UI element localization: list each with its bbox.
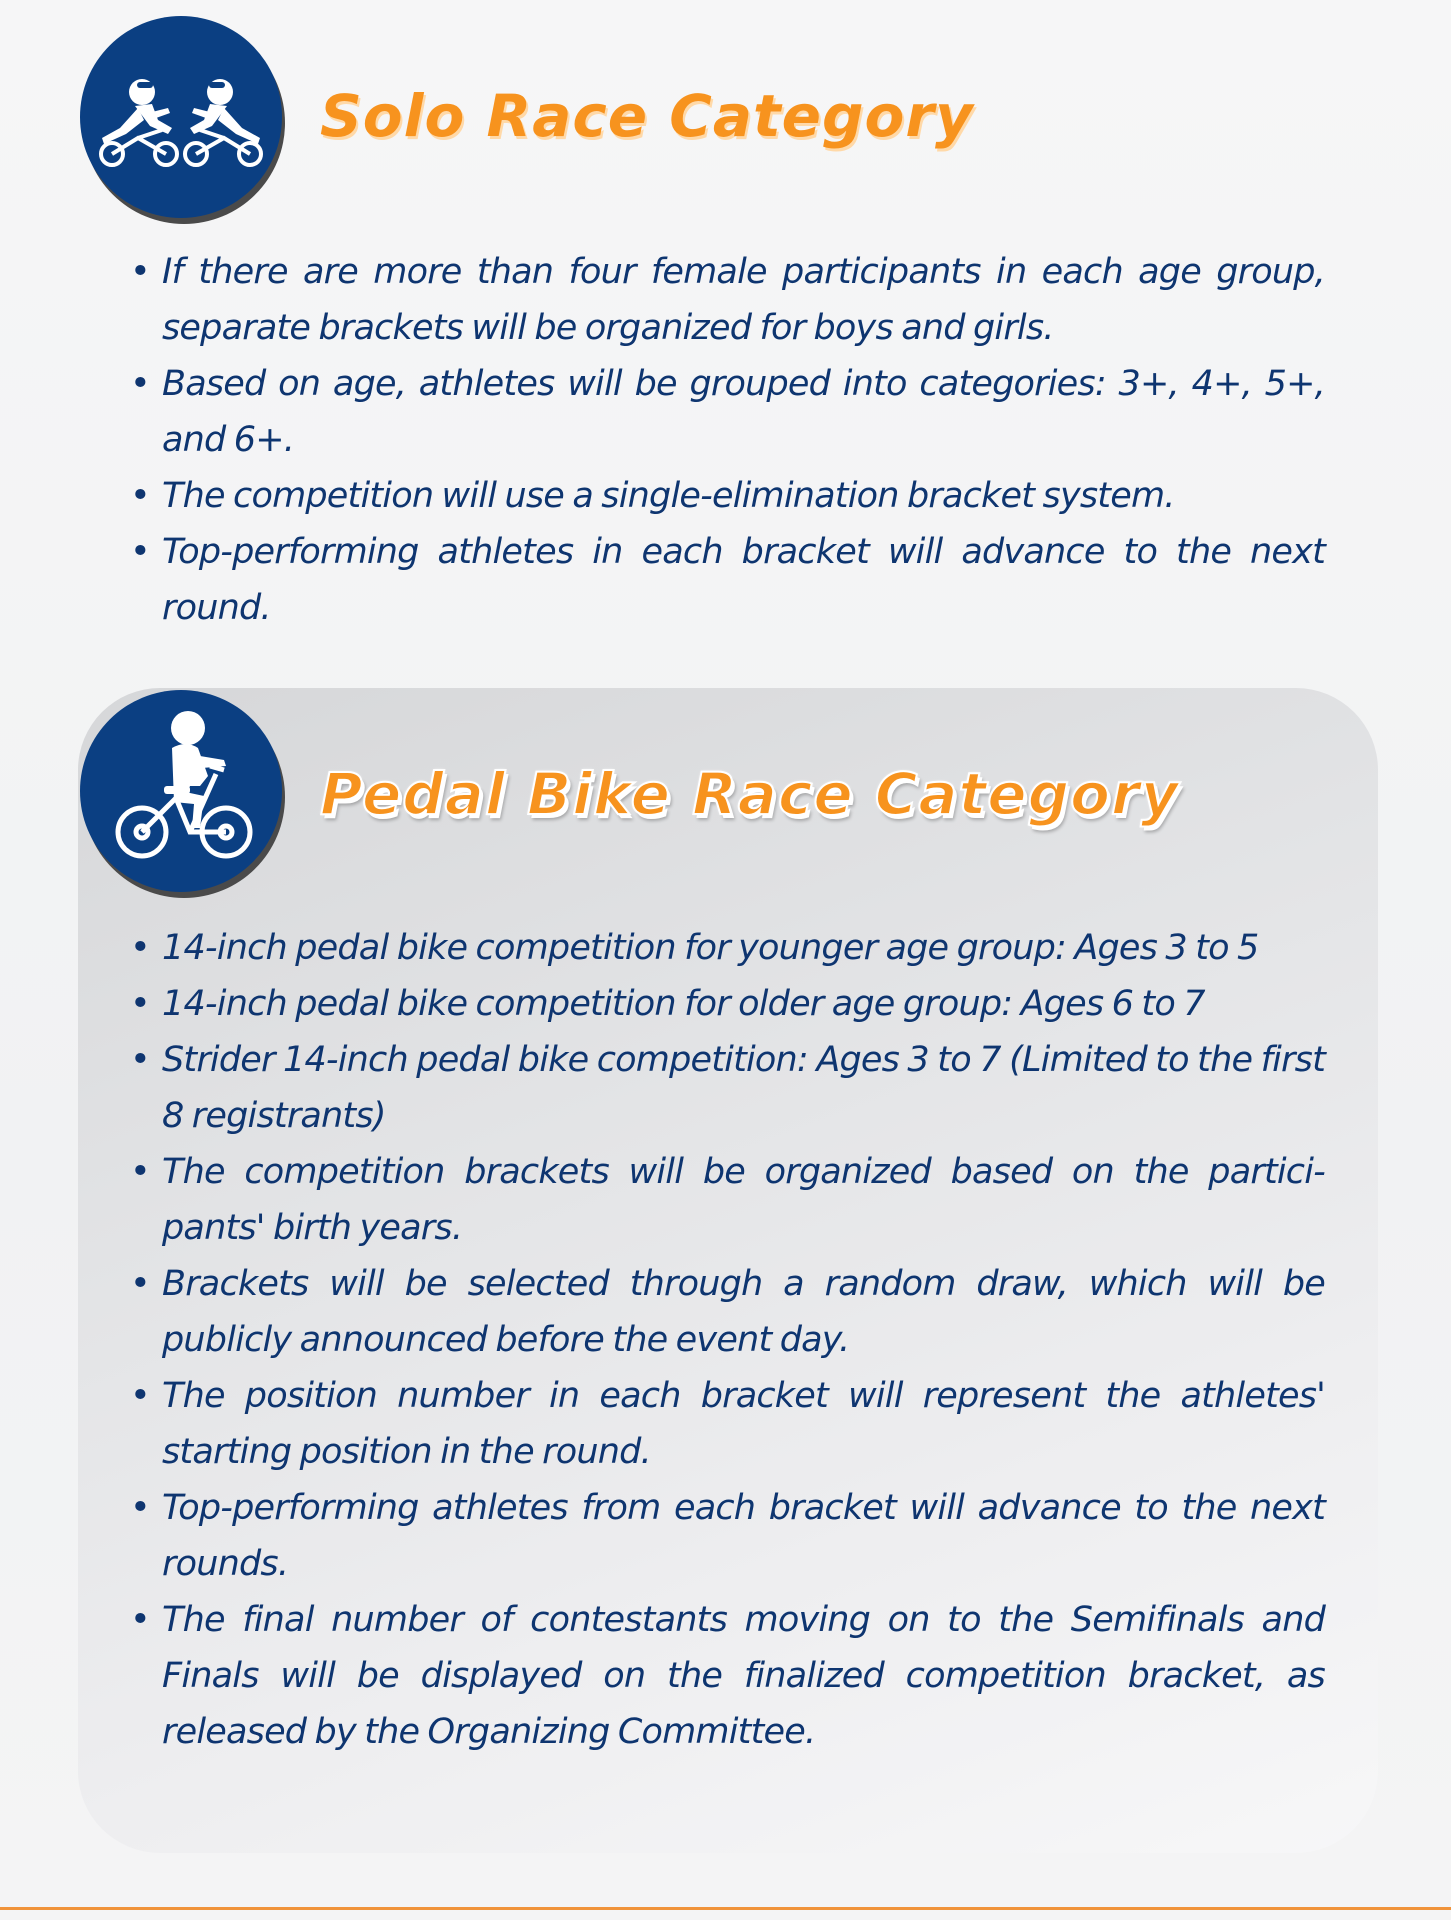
list-item: • Brackets will be selected through a random draw, which will be publicly announced before the event day. [130, 1256, 1325, 1368]
list-item: • The final number of contestants moving on to the Semifinals and Finals will be displayed on the finalized competition bracket, as released by the Organizing Committee. [130, 1592, 1325, 1760]
list-item: • 14-inch pedal bike competition for older age group: Ages 6 to 7 [130, 976, 1325, 1032]
list-item: • If there are more than four female participants in each age group, separate brackets will be organized for boys and girls. [130, 244, 1325, 356]
section-title-solo: Solo Race Category [320, 82, 974, 150]
list-item: • 14-inch pedal bike competition for younger age group: Ages 3 to 5 [130, 920, 1325, 976]
list-item: • Strider 14-inch pedal bike competition: Ages 3 to 7 (Limited to the first 8 registrants) [130, 1032, 1325, 1144]
pedal-rules-list [130, 920, 1325, 1760]
bottom-divider [0, 1907, 1451, 1910]
balance-bike-riders-icon [80, 16, 282, 218]
section-title-pedal: Pedal Bike Race Category [320, 760, 1180, 828]
list-item: • The competition brackets will be organized based on the partici-pants' birth years. [130, 1144, 1325, 1256]
list-item: • The position number in each bracket will represent the athletes' starting position in the round. [130, 1368, 1325, 1480]
solo-rules-list [130, 244, 1325, 636]
list-item: • Based on age, athletes will be grouped into categories: 3+, 4+, 5+, and 6+. [130, 356, 1325, 468]
list-item: • Top-performing athletes from each bracket will advance to the next rounds. [130, 1480, 1325, 1592]
child-pedal-bike-icon [80, 690, 282, 892]
list-item: • Top-performing athletes in each bracket will advance to the next round. [130, 524, 1325, 636]
list-item: • The competition will use a single-elimination bracket system. [130, 468, 1325, 524]
